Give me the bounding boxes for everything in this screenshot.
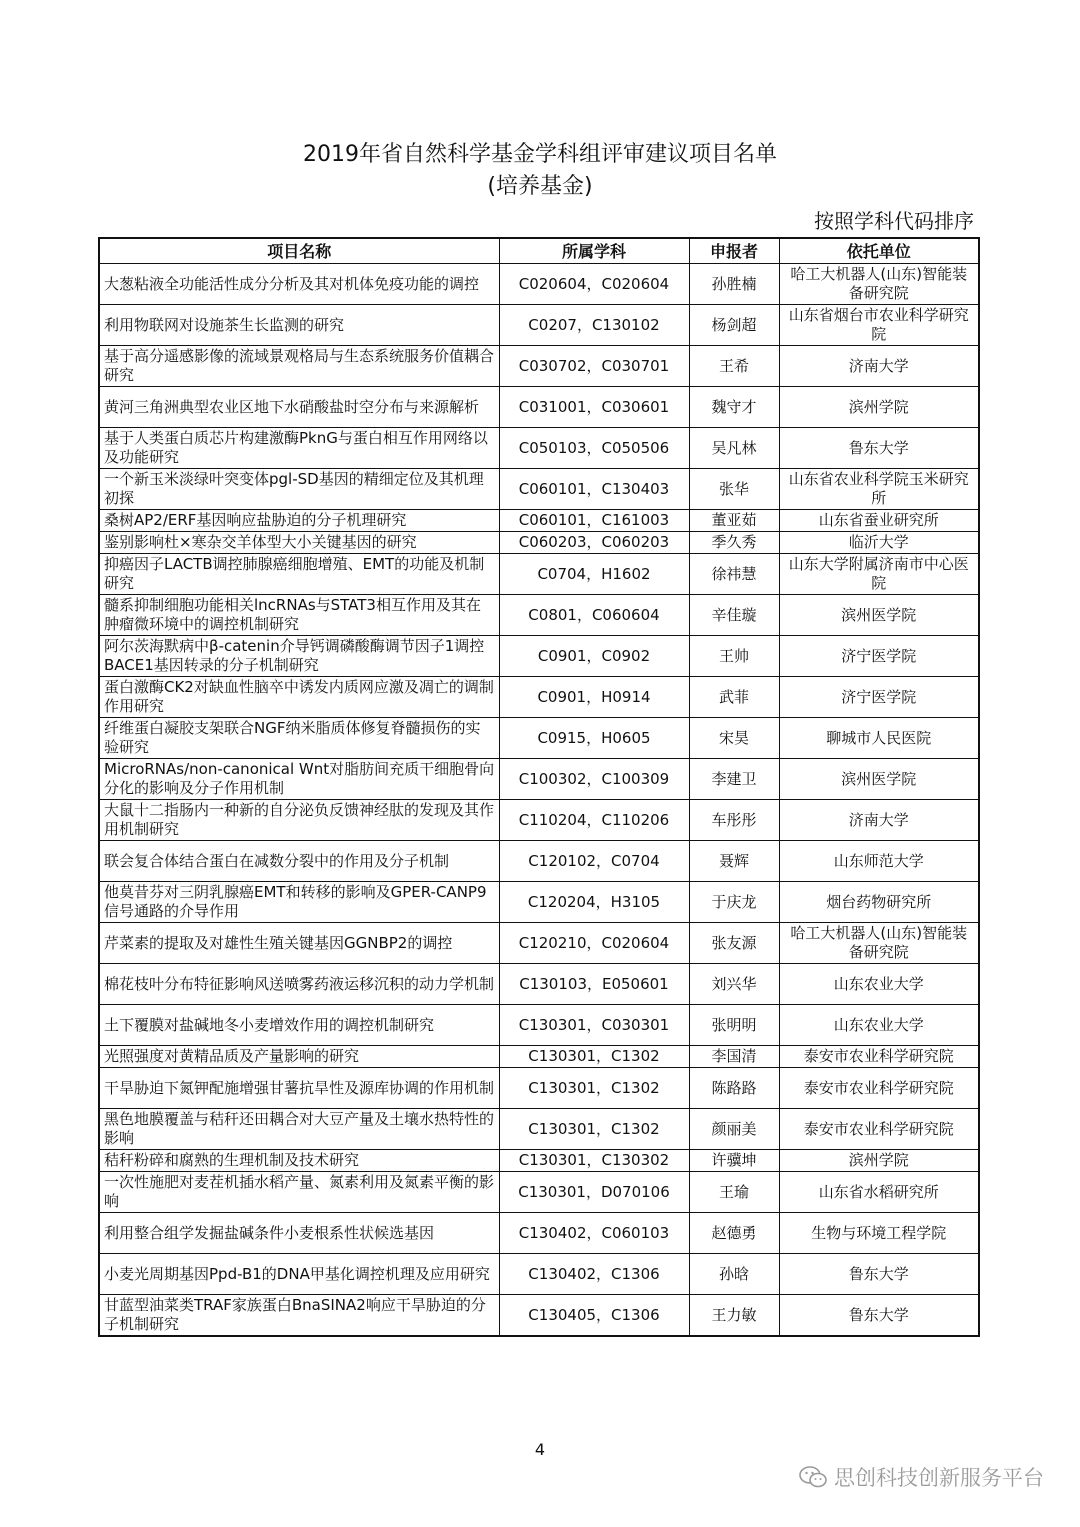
- table-row: [99, 759, 979, 800]
- cell-project-name: 阿尔茨海默病中β-catenin介导钙调磷酸酶调节因子1调控BACE1基因转录的分子机制研究: [99, 636, 499, 677]
- cell-applicant: 张明明: [689, 1005, 779, 1046]
- cell-applicant: 徐祎慧: [689, 554, 779, 595]
- cell-applicant: 许骥坤: [689, 1150, 779, 1172]
- cell-unit: 滨州医学院: [779, 595, 979, 636]
- cell-applicant: 聂辉: [689, 841, 779, 882]
- cell-project-name: 利用整合组学发掘盐碱条件小麦根系性状候选基因: [99, 1213, 499, 1254]
- table-row: [99, 636, 979, 677]
- watermark-text: 思创科技创新服务平台: [834, 1466, 1044, 1490]
- table-body: [99, 264, 979, 1337]
- cell-subject: C130301，D070106: [499, 1172, 689, 1213]
- cell-applicant: 于庆龙: [689, 882, 779, 923]
- cell-subject: C0801，C060604: [499, 595, 689, 636]
- cell-project-name: 光照强度对黄精品质及产量影响的研究: [99, 1046, 499, 1068]
- cell-applicant: 张友源: [689, 923, 779, 964]
- cell-subject: C020604，C020604: [499, 264, 689, 305]
- cell-subject: C130405，C1306: [499, 1295, 689, 1337]
- cell-project-name: 蛋白激酶CK2对缺血性脑卒中诱发内质网应激及凋亡的调制作用研究: [99, 677, 499, 718]
- cell-applicant: 陈路路: [689, 1068, 779, 1109]
- sort-note: 按照学科代码排序: [814, 209, 974, 233]
- cell-applicant: 李建卫: [689, 759, 779, 800]
- table-row: [99, 1172, 979, 1213]
- cell-project-name: 一次性施肥对麦茬机插水稻产量、氮素利用及氮素平衡的影响: [99, 1172, 499, 1213]
- header-project-name: 项目名称: [99, 238, 499, 264]
- table-row: [99, 677, 979, 718]
- cell-subject: C130301，C1302: [499, 1068, 689, 1109]
- cell-unit: 烟台药物研究所: [779, 882, 979, 923]
- cell-project-name: 小麦光周期基因Ppd-B1的DNA甲基化调控机理及应用研究: [99, 1254, 499, 1295]
- cell-subject: C031001，C030601: [499, 387, 689, 428]
- cell-subject: C0704，H1602: [499, 554, 689, 595]
- cell-project-name: 髓系抑制细胞功能相关lncRNAs与STAT3相互作用及其在肿瘤微环境中的调控机制研究: [99, 595, 499, 636]
- cell-project-name: 基于人类蛋白质芯片构建激酶PknG与蛋白相互作用网络以及功能研究: [99, 428, 499, 469]
- table-row: [99, 718, 979, 759]
- cell-subject: C0207，C130102: [499, 305, 689, 346]
- cell-unit: 山东省烟台市农业科学研究院: [779, 305, 979, 346]
- cell-subject: C0901，C0902: [499, 636, 689, 677]
- cell-project-name: 黄河三角洲典型农业区地下水硝酸盐时空分布与来源解析: [99, 387, 499, 428]
- cell-subject: C050103，C050506: [499, 428, 689, 469]
- cell-applicant: 武菲: [689, 677, 779, 718]
- cell-unit: 济宁医学院: [779, 636, 979, 677]
- cell-unit: 哈工大机器人(山东)智能装备研究院: [779, 264, 979, 305]
- table-row: [99, 1295, 979, 1337]
- cell-subject: C060101，C130403: [499, 469, 689, 510]
- cell-unit: 山东师范大学: [779, 841, 979, 882]
- cell-unit: 鲁东大学: [779, 1295, 979, 1337]
- cell-subject: C130301，C1302: [499, 1046, 689, 1068]
- cell-subject: C100302，C100309: [499, 759, 689, 800]
- cell-subject: C060203，C060203: [499, 532, 689, 554]
- table-row: [99, 428, 979, 469]
- cell-project-name: 大鼠十二指肠内一种新的自分泌负反馈神经肽的发现及其作用机制研究: [99, 800, 499, 841]
- cell-project-name: 鉴别影响杜×寒杂交羊体型大小关键基因的研究: [99, 532, 499, 554]
- table-row: [99, 346, 979, 387]
- cell-project-name: 秸秆粉碎和腐熟的生理机制及技术研究: [99, 1150, 499, 1172]
- watermark: [798, 1462, 1044, 1492]
- cell-unit: 泰安市农业科学研究院: [779, 1109, 979, 1150]
- cell-applicant: 颜丽美: [689, 1109, 779, 1150]
- cell-unit: 聊城市人民医院: [779, 718, 979, 759]
- table-row: [99, 800, 979, 841]
- cell-project-name: 联会复合体结合蛋白在减数分裂中的作用及分子机制: [99, 841, 499, 882]
- cell-project-name: MicroRNAs/non-canonical Wnt对脂肪间充质干细胞骨向分化的影响及分子作用机制: [99, 759, 499, 800]
- table-row: [99, 264, 979, 305]
- table-row: [99, 595, 979, 636]
- cell-unit: 哈工大机器人(山东)智能装备研究院: [779, 923, 979, 964]
- table-row: [99, 1109, 979, 1150]
- cell-unit: 山东农业大学: [779, 1005, 979, 1046]
- cell-applicant: 张华: [689, 469, 779, 510]
- cell-applicant: 王瑜: [689, 1172, 779, 1213]
- cell-applicant: 孙胜楠: [689, 264, 779, 305]
- table-row: [99, 1046, 979, 1068]
- cell-subject: C120210，C020604: [499, 923, 689, 964]
- table-row: [99, 305, 979, 346]
- cell-unit: 济南大学: [779, 800, 979, 841]
- table-row: [99, 964, 979, 1005]
- cell-subject: C0901，H0914: [499, 677, 689, 718]
- cell-project-name: 甘蓝型油菜类TRAF家族蛋白BnaSINA2响应干旱胁迫的分子机制研究: [99, 1295, 499, 1337]
- cell-project-name: 基于高分遥感影像的流域景观格局与生态系统服务价值耦合研究: [99, 346, 499, 387]
- cell-applicant: 宋昊: [689, 718, 779, 759]
- table-row: [99, 1213, 979, 1254]
- cell-unit: 泰安市农业科学研究院: [779, 1046, 979, 1068]
- table-row: [99, 510, 979, 532]
- table-row: [99, 1068, 979, 1109]
- cell-applicant: 刘兴华: [689, 964, 779, 1005]
- cell-subject: C130402，C060103: [499, 1213, 689, 1254]
- cell-project-name: 抑癌因子LACTB调控肺腺癌细胞增殖、EMT的功能及机制研究: [99, 554, 499, 595]
- cell-applicant: 魏守才: [689, 387, 779, 428]
- cell-applicant: 车彤彤: [689, 800, 779, 841]
- cell-project-name: 土下覆膜对盐碱地冬小麦增效作用的调控机制研究: [99, 1005, 499, 1046]
- table-row: [99, 841, 979, 882]
- cell-applicant: 董亚茹: [689, 510, 779, 532]
- page-number: 4: [534, 1440, 546, 1459]
- cell-unit: 山东省农业科学院玉米研究所: [779, 469, 979, 510]
- cell-unit: 济宁医学院: [779, 677, 979, 718]
- cell-applicant: 辛佳璇: [689, 595, 779, 636]
- table-row: [99, 554, 979, 595]
- cell-unit: 临沂大学: [779, 532, 979, 554]
- document-title: 2019年省自然科学基金学科组评审建议项目名单: [303, 142, 777, 167]
- cell-subject: C060101，C161003: [499, 510, 689, 532]
- table-header-row: [99, 238, 979, 264]
- cell-project-name: 棉花枝叶分布特征影响风送喷雾药液运移沉积的动力学机制: [99, 964, 499, 1005]
- cell-unit: 山东大学附属济南市中心医院: [779, 554, 979, 595]
- table-row: [99, 469, 979, 510]
- table-row: [99, 1254, 979, 1295]
- table-row: [99, 923, 979, 964]
- table-row: [99, 1005, 979, 1046]
- cell-applicant: 王力敏: [689, 1295, 779, 1337]
- cell-subject: C0915，H0605: [499, 718, 689, 759]
- cell-applicant: 王帅: [689, 636, 779, 677]
- cell-applicant: 王希: [689, 346, 779, 387]
- cell-applicant: 季久秀: [689, 532, 779, 554]
- cell-project-name: 黑色地膜覆盖与秸秆还田耦合对大豆产量及土壤水热特性的影响: [99, 1109, 499, 1150]
- cell-unit: 山东省水稻研究所: [779, 1172, 979, 1213]
- project-table: [98, 237, 980, 1337]
- cell-unit: 滨州学院: [779, 387, 979, 428]
- header-subject: 所属学科: [499, 238, 689, 264]
- cell-unit: 滨州学院: [779, 1150, 979, 1172]
- header-unit: 依托单位: [779, 238, 979, 264]
- cell-applicant: 杨剑超: [689, 305, 779, 346]
- cell-project-name: 纤维蛋白凝胶支架联合NGF纳米脂质体修复脊髓损伤的实验研究: [99, 718, 499, 759]
- cell-subject: C130301，C130302: [499, 1150, 689, 1172]
- cell-subject: C030702，C030701: [499, 346, 689, 387]
- cell-project-name: 一个新玉米淡绿叶突变体pgl-SD基因的精细定位及其机理初探: [99, 469, 499, 510]
- cell-applicant: 吴凡林: [689, 428, 779, 469]
- cell-unit: 鲁东大学: [779, 428, 979, 469]
- cell-applicant: 孙晗: [689, 1254, 779, 1295]
- cell-unit: 鲁东大学: [779, 1254, 979, 1295]
- cell-project-name: 利用物联网对设施茶生长监测的研究: [99, 305, 499, 346]
- header-applicant: 申报者: [689, 238, 779, 264]
- cell-project-name: 芹菜素的提取及对雄性生殖关键基因GGNBP2的调控: [99, 923, 499, 964]
- cell-subject: C130301，C1302: [499, 1109, 689, 1150]
- table-row: [99, 882, 979, 923]
- table-row: [99, 387, 979, 428]
- cell-project-name: 大葱粘液全功能活性成分分析及其对机体免疫功能的调控: [99, 264, 499, 305]
- cell-subject: C120102，C0704: [499, 841, 689, 882]
- table-row: [99, 1150, 979, 1172]
- cell-project-name: 桑树AP2/ERF基因响应盐胁迫的分子机理研究: [99, 510, 499, 532]
- cell-unit: 山东省蚕业研究所: [779, 510, 979, 532]
- document-subtitle: (培养基金): [487, 174, 593, 199]
- wechat-icon: [798, 1465, 828, 1489]
- table-row: [99, 532, 979, 554]
- cell-subject: C130301，C030301: [499, 1005, 689, 1046]
- cell-subject: C110204，C110206: [499, 800, 689, 841]
- cell-project-name: 干旱胁迫下氮钾配施增强甘薯抗旱性及源库协调的作用机制: [99, 1068, 499, 1109]
- cell-project-name: 他莫昔芬对三阴乳腺癌EMT和转移的影响及GPER-CANP9信号通路的介导作用: [99, 882, 499, 923]
- cell-subject: C130103，E050601: [499, 964, 689, 1005]
- cell-unit: 生物与环境工程学院: [779, 1213, 979, 1254]
- cell-applicant: 赵德勇: [689, 1213, 779, 1254]
- cell-unit: 山东农业大学: [779, 964, 979, 1005]
- cell-applicant: 李国清: [689, 1046, 779, 1068]
- cell-unit: 济南大学: [779, 346, 979, 387]
- cell-unit: 滨州医学院: [779, 759, 979, 800]
- cell-unit: 泰安市农业科学研究院: [779, 1068, 979, 1109]
- cell-subject: C130402，C1306: [499, 1254, 689, 1295]
- cell-subject: C120204，H3105: [499, 882, 689, 923]
